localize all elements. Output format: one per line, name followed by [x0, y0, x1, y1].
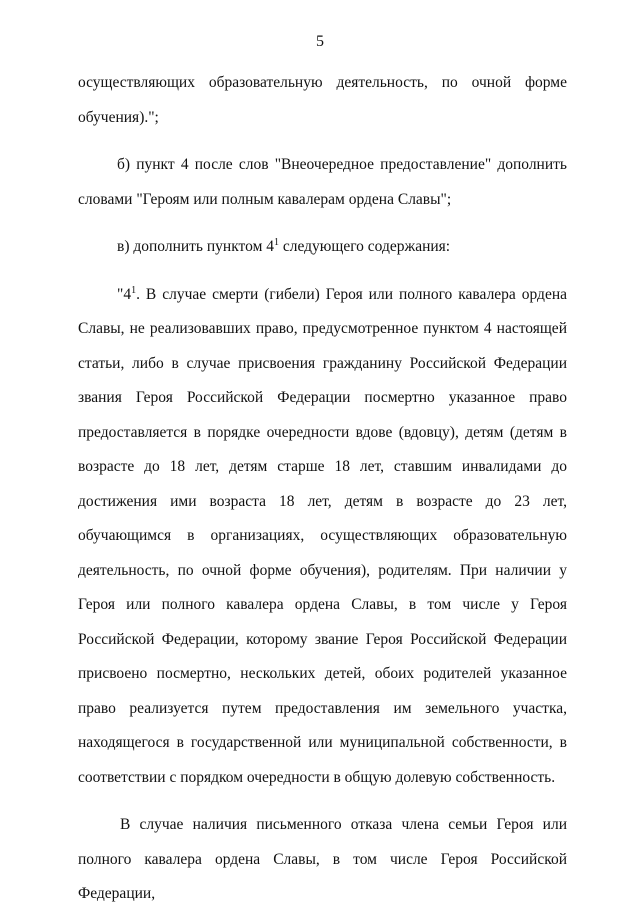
- subitem-v-text: в) дополнить пунктом 4: [117, 238, 274, 255]
- paragraph-point-4-1: [78, 278, 567, 796]
- paragraph-continuation: осуществляющих образовательную деятельность, по очной форме обучения).";: [78, 74, 567, 126]
- page-number: 5: [316, 33, 324, 50]
- paragraph-refusal-case: В случае наличия письменного отказа члена семьи Героя или полного кавалера ордена Славы, в том числе Героя Российской Федерации,: [78, 816, 567, 902]
- subitem-v-text-end: следующего содержания:: [279, 238, 451, 255]
- point-text: . В случае смерти (гибели) Героя или полного кавалера ордена Славы, не реализовавших право, предусмотренное пунктом 4 настоящей статьи, либо в случае присвоения гражданину Российской Федерации звания Героя Российской Федерации посмертно указанное право предоставляется в порядке очередности вдове (вдовцу), детям (детям в возрасте до 18 лет, детям старше 18 лет, ставшим инвалидами до достижения ими возраста 18 лет, детям в возрасте до 23 лет, обучающимся в организациях, осуществляющих образовательную деятельность, по очной форме обучения), родителям. При наличии у Героя или полного кавалера ордена Славы, в том числе у Героя Российской Федерации, которому звание Героя Российской Федерации присвоено посмертно, нескольких детей, обоих родителей указанное право реализуется путем предоставления им земельного участка, находящегося в государственной или муниципальной собственности, в соответствии с порядком очередности в общую долевую собственность.: [78, 285, 567, 786]
- superscript-one: 1: [131, 284, 137, 296]
- point-number: "4: [117, 285, 132, 303]
- document-body: [78, 66, 567, 912]
- paragraph-subitem-v: [78, 230, 567, 265]
- superscript-one: 1: [274, 237, 279, 248]
- paragraph-subitem-b: б) пункт 4 после слов "Внеочередное предоставление" дополнить словами "Героям или полным кавалерам ордена Славы";: [78, 156, 567, 208]
